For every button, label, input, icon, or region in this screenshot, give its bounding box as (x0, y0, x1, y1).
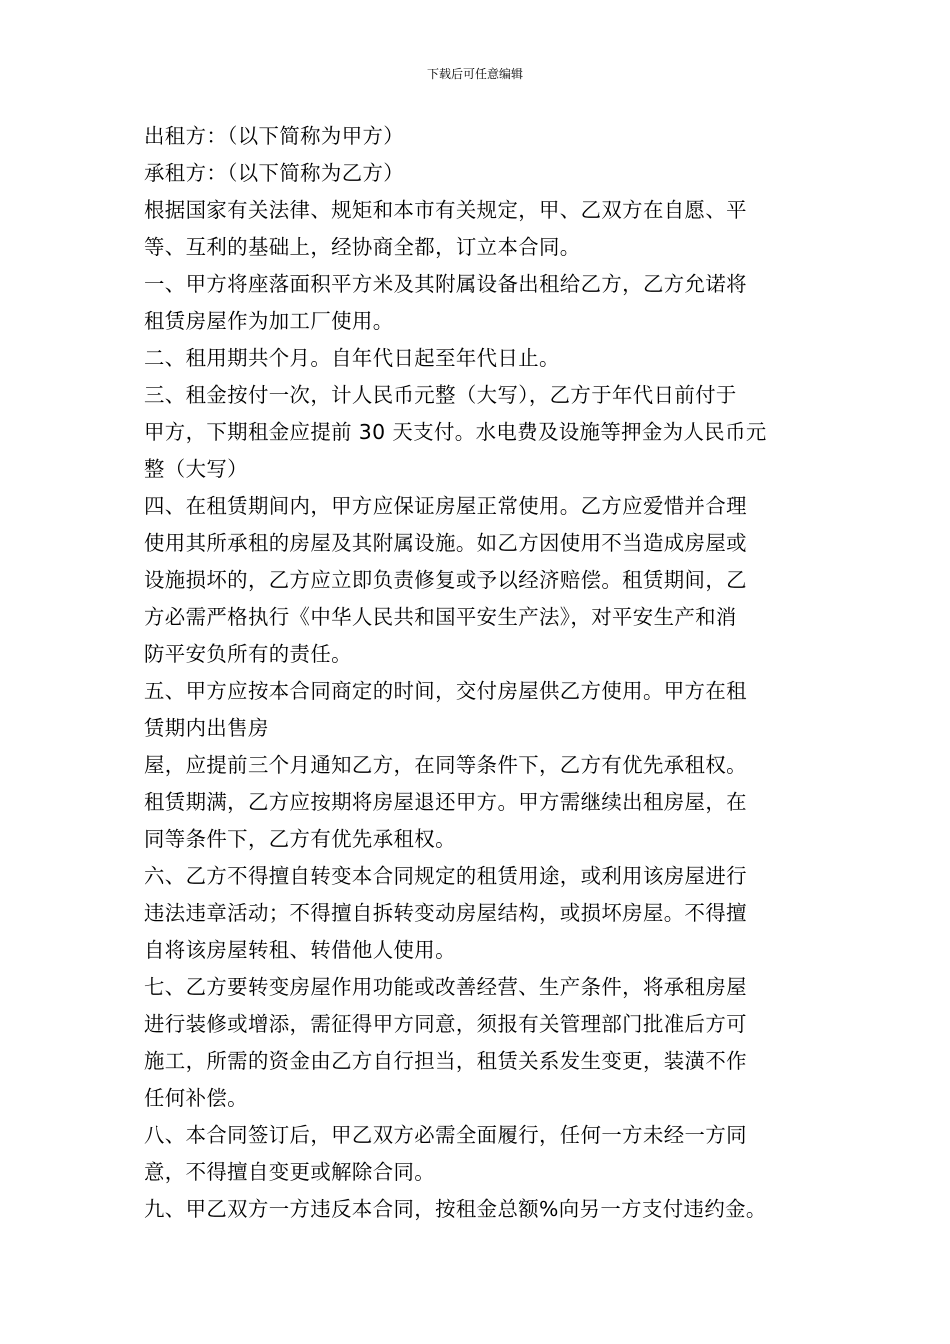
contract-body (144, 118, 810, 1228)
text-line: 租赁房屋作为加工厂使用。 (144, 309, 394, 333)
text-line: 四、在租赁期间内，甲方应保证房屋正常使用。乙方应爱惜并合理 (144, 494, 747, 518)
text-line: 甲方，下期租金应提前 30 天支付。水电费及设施等押金为人民币元 (144, 420, 767, 444)
text-line: 意，不得擅自变更或解除合同。 (144, 1160, 436, 1184)
text-line: 承租方：（以下简称为乙方） (144, 161, 405, 185)
text-line: 违法违章活动；不得擅自拆转变动房屋结构，或损坏房屋。不得擅 (144, 901, 747, 925)
text-line: 赁期内出售房 (144, 716, 269, 740)
header-note: 下载后可任意编辑 (426, 67, 523, 81)
text-line: 任何补偿。 (144, 1086, 248, 1110)
text-line: 租赁期满，乙方应按期将房屋退还甲方。甲方需继续出租房屋，在 (144, 790, 747, 814)
text-line: 八、本合同签订后，甲乙双方必需全面履行，任何一方未经一方同 (144, 1123, 747, 1147)
text-line: 设施损坏的，乙方应立即负责修复或予以经济赔偿。租赁期间，乙 (144, 568, 747, 592)
text-line: 根据国家有关法律、规矩和本市有关规定，甲、乙双方在自愿、平 (144, 198, 747, 222)
text-line: 一、甲方将座落面积平方米及其附属设备出租给乙方，乙方允诺将 (144, 272, 747, 296)
text-line: 防平安负所有的责任。 (144, 642, 352, 666)
text-line: 进行装修或增添，需征得甲方同意，须报有关管理部门批准后方可 (144, 1012, 747, 1036)
text-line: 同等条件下，乙方有优先承租权。 (144, 827, 456, 851)
text-line: 整（大写） (144, 457, 248, 481)
text-line: 七、乙方要转变房屋作用功能或改善经营、生产条件，将承租房屋 (144, 975, 747, 999)
text-line: 方必需严格执行《中华人民共和国平安生产法》，对平安生产和消 (144, 605, 737, 629)
text-line: 屋，应提前三个月通知乙方，在同等条件下，乙方有优先承租权。 (144, 753, 747, 777)
text-line: 五、甲方应按本合同商定的时间，交付房屋供乙方使用。甲方在租 (144, 679, 747, 703)
text-line: 三、租金按付一次，计人民币元整（大写），乙方于年代日前付于 (144, 383, 737, 407)
text-line: 自将该房屋转租、转借他人使用。 (144, 938, 456, 962)
text-line: 施工，所需的资金由乙方自行担当，租赁关系发生变更，装潢不作 (144, 1049, 747, 1073)
text-line: 等、互利的基础上，经协商全都，订立本合同。 (144, 235, 581, 259)
text-line: 二、租用期共个月。自年代日起至年代日止。 (144, 346, 560, 370)
text-line: 六、乙方不得擅自转变本合同规定的租赁用途，或利用该房屋进行 (144, 864, 747, 888)
text-line: 出租方：（以下简称为甲方） (144, 124, 405, 148)
text-line: 九、甲乙双方一方违反本合同，按租金总额%向另一方支付违约金。 (144, 1197, 767, 1221)
text-line: 使用其所承租的房屋及其附属设施。如乙方因使用不当造成房屋或 (144, 531, 747, 555)
